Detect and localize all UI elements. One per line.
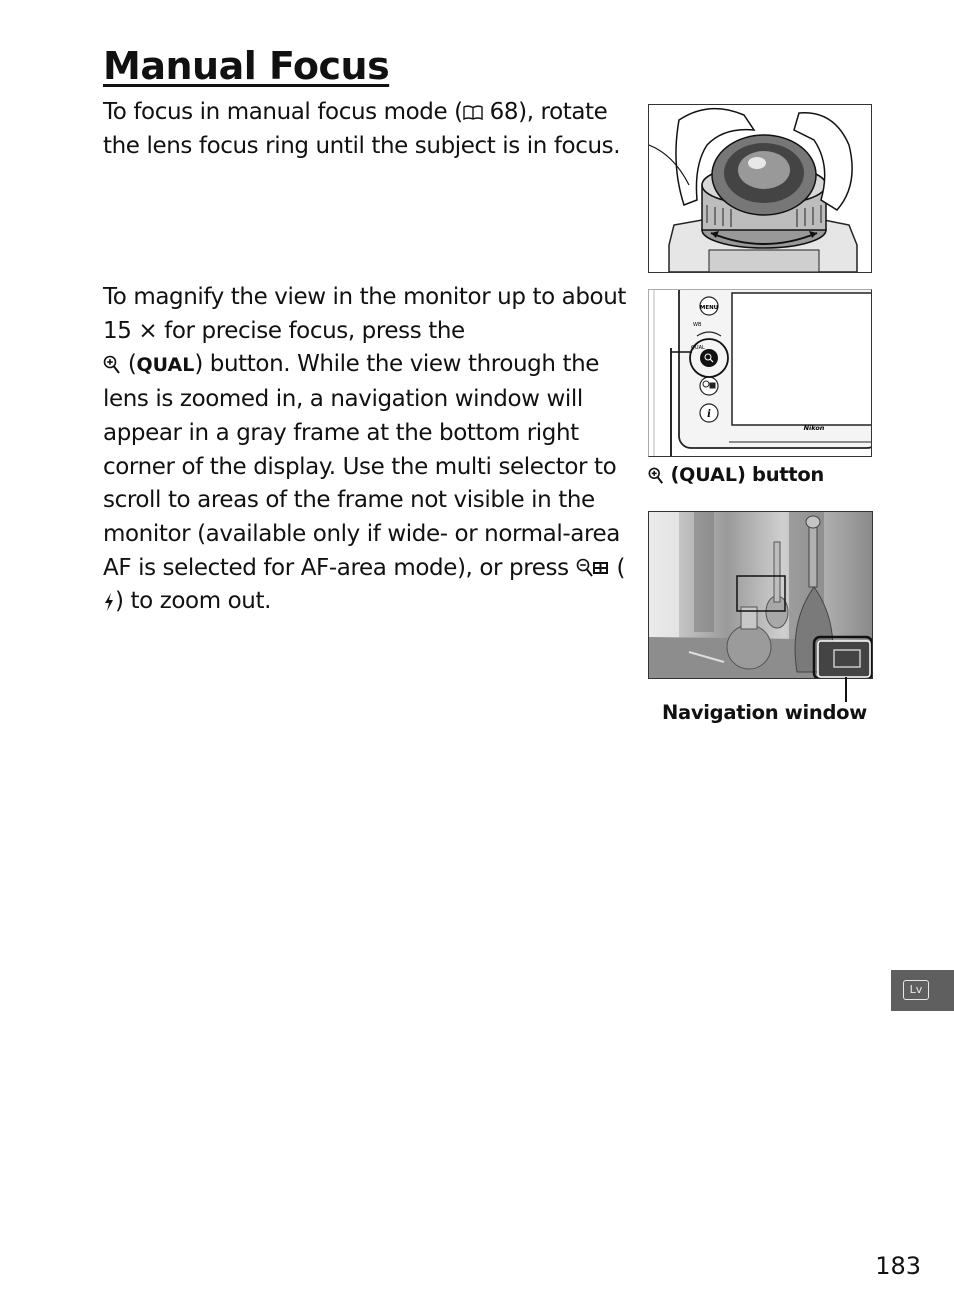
live-view-section-tab[interactable]	[891, 970, 954, 1011]
camera-back-illustration	[648, 289, 872, 457]
paren: (	[670, 463, 680, 486]
page-title: Manual Focus	[103, 44, 390, 88]
lens-focus-ring-illustration	[648, 104, 872, 273]
live-view-icon: Lv	[903, 980, 929, 1000]
brand-label: Nikon	[803, 424, 825, 432]
navigation-window	[818, 641, 870, 677]
zoom-in-icon	[648, 467, 664, 485]
paragraph-text: To focus in manual focus mode (	[103, 99, 463, 125]
navigation-window-caption: Navigation window	[662, 701, 867, 724]
magnify-paragraph	[103, 281, 633, 619]
zoom-out-thumbnail-icon	[576, 558, 610, 578]
paren: (	[127, 351, 137, 378]
menu-button-label: MENU	[699, 305, 719, 311]
zoom-in-icon	[103, 355, 121, 375]
paren: )	[115, 588, 124, 615]
qual-button	[700, 349, 718, 367]
wb-label: WB	[693, 322, 702, 328]
qual-button-caption	[648, 463, 824, 486]
caption-text: ) button	[736, 463, 825, 486]
flash-icon	[103, 592, 115, 612]
manual-focus-paragraph	[103, 96, 633, 163]
book-reference-icon	[463, 105, 483, 120]
paren: )	[194, 351, 203, 378]
zoomed-view-illustration	[648, 511, 873, 679]
qual-label-small: QUAL	[691, 345, 705, 351]
page-number: 183	[875, 1252, 921, 1280]
paragraph-text: ), rotate the lens focus ring until the subject is in focus.	[103, 99, 621, 159]
paragraph-text: To magnify the view in the monitor up to about 15 × for precise focus, press the	[103, 284, 627, 344]
paragraph-text: button. While the view through the lens is zoomed in, a navigation window will appear in a gray frame at the bottom right corner of the display. Use the multi selector to scroll to areas of the frame not visible in the monitor (available only if wide- or normal-area AF is selected for AF-area mode), or press	[103, 351, 620, 581]
paren: (	[609, 554, 626, 581]
navigation-leader-line	[843, 677, 849, 702]
reference-page-number: 68	[489, 99, 519, 125]
info-button-label: i	[707, 409, 711, 420]
qual-label: QUAL	[679, 464, 737, 486]
paragraph-text: to zoom out.	[123, 588, 272, 615]
qual-label: QUAL	[136, 354, 195, 377]
